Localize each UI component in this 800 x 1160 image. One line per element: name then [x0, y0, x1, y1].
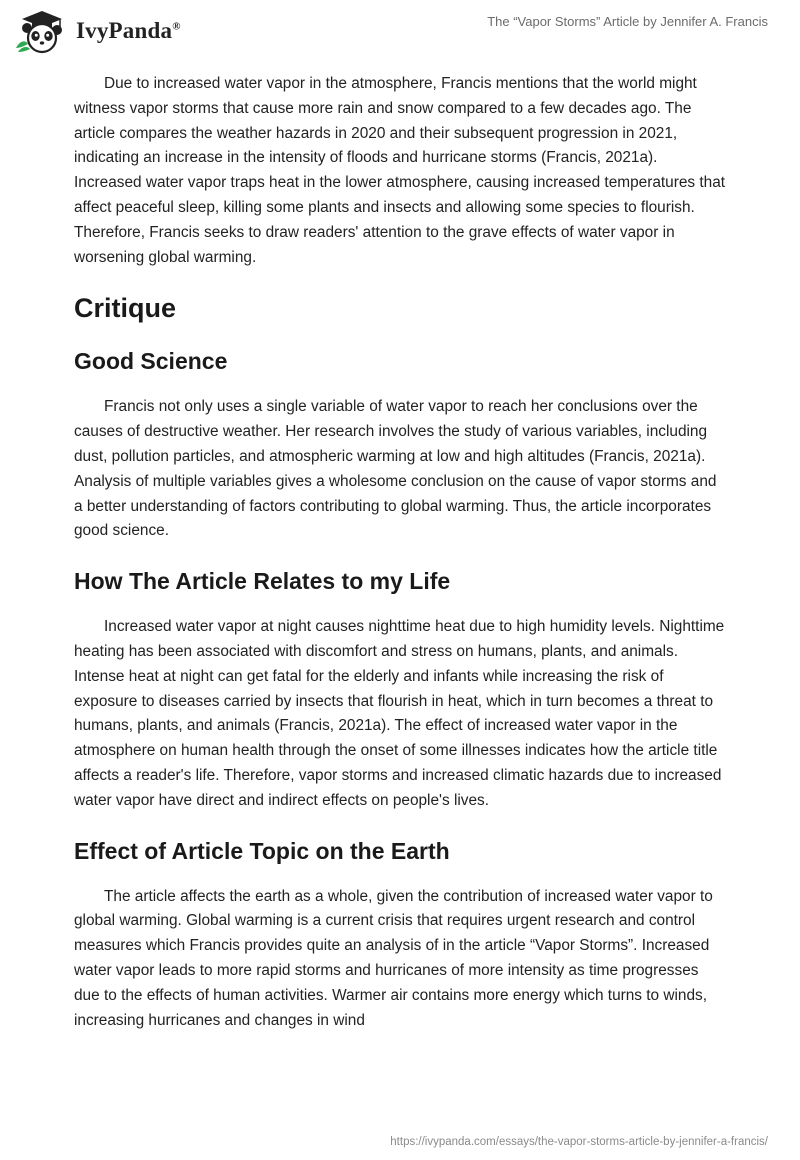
panda-graduate-icon — [14, 8, 70, 54]
intro-paragraph: Due to increased water vapor in the atmosphere, Francis mentions that the world might witness vapor storms that cause more rain and snow compared to a few decades ago. The article compares the weather hazards in 2020 and their subsequent progression in 2021, indicating an increase in the intensity of floods and hurricane storms (Francis, 2021a). Increased water vapor traps heat in the lower atmosphere, causing increased temperatures that affect peaceful sleep, killing some plants and insects and allowing some species to flourish. Therefore, Francis seeks to draw readers' attention to the grave effects of water vapor in worsening global warming. — [74, 75, 726, 266]
section-paragraph-relates-to-life: Increased water vapor at night causes nighttime heat due to high humidity levels. Nighttime heating has been associated with discomfort and stress on humans, plants, and animals. Intense heat at night can get fatal for the elderly and infants while increasing the risk of exposure to diseases carried by insects that flourish in heat, which in turn becomes a threat to humans, plants, and animals (Francis, 2021a). The effect of increased water vapor in the atmosphere on human health through the onset of some illnesses indicates how the article title affects a reader's life. Therefore, vapor storms and increased climatic hazards due to increased water vapor have direct and indirect effects on people's lives. — [74, 618, 725, 809]
critique-heading: Critique — [74, 293, 177, 324]
section-heading-effect-on-earth: Effect of Article Topic on the Earth — [74, 837, 450, 864]
brand-logo[interactable] — [14, 8, 181, 54]
section-paragraph-effect-on-earth: The article affects the earth as a whole, given the contribution of increased water vapor to global warming. Global warming is a current crisis that requires urgent research and control measures which Francis provides quite an analysis of in the article “Vapor Storms”. Increased water vapor leads to more rapid storms and hurricanes of more intensity as time progresses due to the effects of human activities. Warmer air contains more energy which turns to winds, increasing hurricanes and changes in wind — [74, 887, 713, 1029]
brand-name: IvyPanda® — [76, 18, 181, 43]
source-url[interactable]: https://ivypanda.com/essays/the-vapor-storms-article-by-jennifer-a-francis/ — [390, 1136, 768, 1148]
article-body — [74, 70, 728, 1033]
section-heading-relates-to-life: How The Article Relates to my Life — [74, 568, 451, 595]
page-header — [0, 0, 800, 66]
section-paragraph-good-science: Francis not only uses a single variable of water vapor to reach her conclusions over the causes of destructive weather. Her research involves the study of various variables, including dust, pollution particles, and atmospheric warming at low and high altitudes (Francis, 2021a). Analysis of multiple variables gives a wholesome conclusion on the cause of vapor storms and a better understanding of factors contributing to global warming. Thus, the article incorporates good science. — [74, 398, 717, 540]
section-heading-good-science: Good Science — [74, 348, 228, 375]
document-title: The “Vapor Storms” Article by Jennifer A. Francis — [487, 14, 768, 29]
